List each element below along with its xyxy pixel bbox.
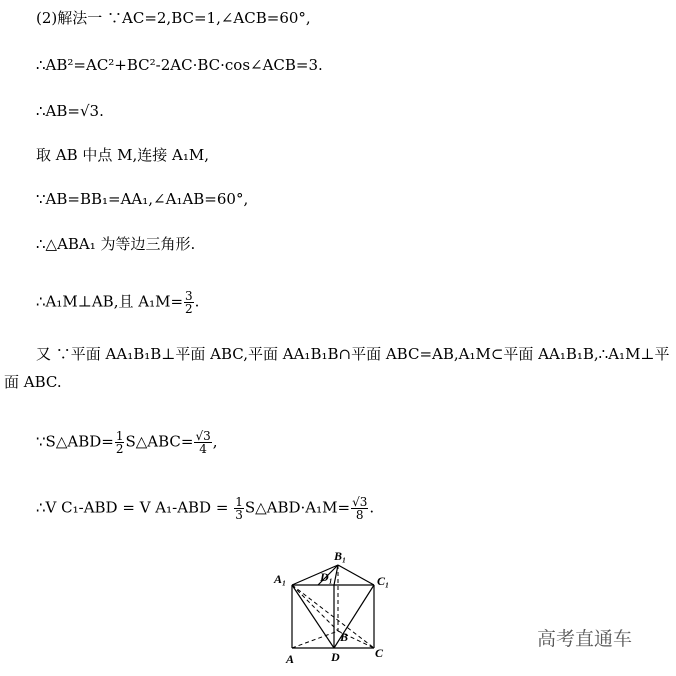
label-d: D	[331, 650, 340, 664]
line-perpendicular: ∴A₁M⊥AB,且 A₁M= $\frac{3}{2}$ .	[36, 289, 200, 316]
line-plane-conclusion: 面 ABC.	[4, 373, 62, 391]
hidden-segment-a1-b	[292, 585, 338, 631]
fraction-third	[234, 496, 244, 521]
line-area: ∵S△ABD= $\frac{1}{2}$ S△ABC= $\frac{√3}{4}$ ,	[36, 429, 218, 456]
line-given: (2)解法一 ∵AC=2,BC=1,∠ACB=60°,	[36, 9, 311, 27]
segment-a1-d	[292, 585, 334, 648]
fraction-denominator: 2	[115, 442, 124, 456]
fraction-numerator: 1	[115, 429, 124, 443]
label-a1: A₁	[274, 572, 287, 586]
fraction-numerator: 1	[235, 495, 243, 509]
label-c: C	[375, 646, 384, 660]
fraction-a1m	[184, 290, 194, 315]
fraction-denominator: 3	[235, 508, 243, 522]
line-cosine-law: ∴AB²=AC²+BC²-2AC·BC·cos∠ACB=3.	[36, 56, 323, 74]
perpendicular-text: ∴A₁M⊥AB,且 A₁M=	[36, 292, 184, 311]
line-equilateral: ∴△ABA₁ 为等边三角形.	[36, 235, 196, 253]
hidden-edge-a-b	[292, 631, 338, 648]
label-c1: C₁	[377, 574, 390, 588]
line-midpoint: 取 AB 中点 M,连接 A₁M,	[36, 146, 210, 164]
line-ab-value: ∴AB=√3.	[36, 102, 104, 120]
fraction-denominator: 8	[355, 508, 364, 522]
label-b: B	[340, 630, 349, 644]
label-a: A	[286, 652, 295, 666]
fraction-numerator: √3	[195, 429, 211, 443]
area-text-2: S△ABC=	[125, 432, 194, 451]
line-volume: ∴V C₁-ABD = V A₁-ABD = $\frac{1}{3}$ S△ABD·A₁M= $\frac{√3}{8}$ .	[36, 495, 375, 522]
fraction-half	[115, 430, 125, 455]
volume-text-1: ∴V C₁-ABD = V A₁-ABD =	[36, 498, 234, 517]
label-d1: D₁	[320, 570, 333, 584]
hidden-segment-a1-c	[292, 585, 374, 648]
fraction-denominator: 2	[185, 302, 193, 316]
line-equal-sides: ∵AB=BB₁=AA₁,∠A₁AB=60°,	[36, 190, 249, 208]
volume-text-2: S△ABD·A₁M=	[244, 498, 351, 517]
watermark: 高考直通车	[537, 628, 633, 650]
line-plane-perpendicular: 又 ∵平面 AA₁B₁B⊥平面 ABC,平面 AA₁B₁B∩平面 ABC=AB,A₁M⊂平面 AA₁B₁B,∴A₁M⊥平	[36, 345, 670, 363]
fraction-numerator: 3	[185, 289, 193, 303]
fraction-volume-value	[351, 496, 368, 521]
area-text-1: ∵S△ABD=	[36, 432, 114, 451]
label-b1: B₁	[334, 549, 347, 563]
fraction-numerator: √3	[352, 495, 368, 509]
prism-figure	[270, 545, 400, 670]
fraction-denominator: 4	[199, 442, 207, 456]
edge-b1-c1	[338, 565, 374, 585]
fraction-area-value	[194, 430, 211, 455]
